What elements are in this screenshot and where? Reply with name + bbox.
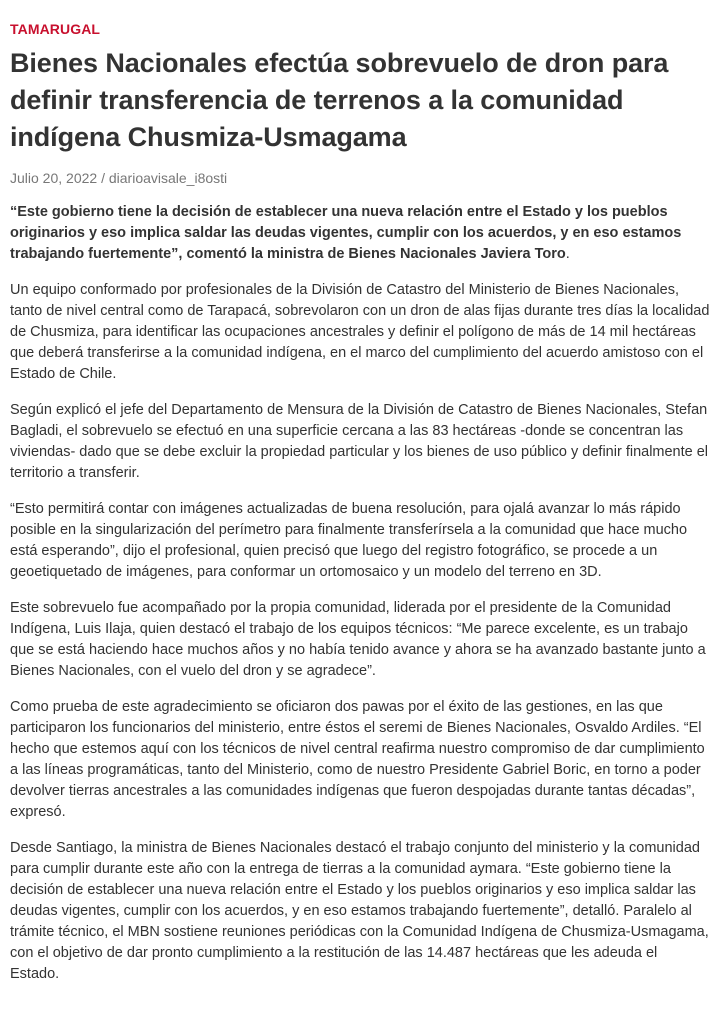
lead-paragraph xyxy=(10,202,710,265)
body-paragraph-5: Como prueba de este agradecimiento se oficiaron dos pawas por el éxito de las gestiones, en las que participaron los funcionarios del ministerio, entre éstos el seremi de Bienes Nacionales, Osvaldo Ardiles. “El hecho que estemos aquí con los técnicos de nivel central reafirma nuestro compromiso de dar cumplimiento a las líneas programáticas, tanto del Ministerio, como de nuestro Presidente Gabriel Boric, en torno a poder devolver tierras ancestrales a las comunidades indígenas que fueron despojadas durante tantas décadas”, expresó. xyxy=(10,699,705,820)
lead-quote: “Este gobierno tiene la decisión de establecer una nueva relación entre el Estado y los pueblos originarios y eso implica saldar las deudas vigentes, cumplir con los acuerdos, y en eso estamos trabajando fuertemente”, comentó la ministra de Bienes Nacionales Javiera Toro xyxy=(10,204,682,262)
lead-period: . xyxy=(565,246,570,262)
body-paragraph-4: Este sobrevuelo fue acompañado por la propia comunidad, liderada por el presidente de la Comunidad Indígena, Luis Ilaja, quien destacó el trabajo de los equipos técnicos: “Me parece excelente, es un trabajo que se está haciendo hace muchos años y no había tenido avance y ahora se ha avanzado bastante junto a Bienes Nacionales, con el vuelo del dron y se agradece”. xyxy=(10,600,706,679)
body-paragraph-6: Desde Santiago, la ministra de Bienes Nacionales destacó el trabajo conjunto del ministerio y la comunidad para cumplir durante este año con la entrega de tierras a la comunidad aymara. “Este gobierno tiene la decisión de establecer una nueva relación entre el Estado y los pueblos originarios y eso implica saldar las deudas vigentes, cumplir con los acuerdos, y en eso estamos trabajando fuertemente”, detalló. Paralelo al trámite técnico, el MBN sostiene reuniones periódicas con la Comunidad Indígena de Chusmiza-Usmagama, con el objetivo de dar pronto cumplimiento a la restitución de las 14.487 hectáreas que les adeuda el Estado. xyxy=(10,840,709,982)
article-meta xyxy=(10,169,710,187)
article-title: Bienes Nacionales efectúa sobrevuelo de dron para definir transferencia de terrenos a la comunidad indígena Chusmiza-Usmagama xyxy=(10,48,669,152)
category-link[interactable]: TAMARUGAL xyxy=(10,21,101,37)
meta-separator: / xyxy=(101,170,109,186)
body-paragraph-1: Un equipo conformado por profesionales de la División de Catastro del Ministerio de Bienes Nacionales, tanto de nivel central como de Tarapacá, sobrevolaron con un dron de alas fijas durante tres días la localidad de Chusmiza, para identificar las ocupaciones ancestrales y definir el polígono de más de 14 mil hectáreas que deberá transferirse a la comunidad indígena, en el marco del cumplimiento del acuerdo amistoso con el Estado de Chile. xyxy=(10,282,710,382)
article-date: Julio 20, 2022 xyxy=(10,170,98,186)
body-paragraph-2: Según explicó el jefe del Departamento de Mensura de la División de Catastro de Bienes Nacionales, Stefan Bagladi, el sobrevuelo se efectuó en una superficie cercana a las 83 hectáreas -donde se concentran las viviendas- dado que se debe excluir la propiedad particular y los bienes de uso público y definir finalmente el territorio a transferir. xyxy=(10,402,709,481)
body-paragraph-3: “Esto permitirá contar con imágenes actualizadas de buena resolución, para ojalá avanzar lo más rápido posible en la singularización del perímetro para finalmente transferírsela a la comunidad que hace mucho está esperando”, dijo el profesional, quien precisó que luego del registro fotográfico, se procede a un geoetiquetado de imágenes, para conformar un ortomosaico y un modelo del terreno en 3D. xyxy=(10,501,688,580)
author-link[interactable]: diarioavisale_i8osti xyxy=(108,170,228,186)
article-body xyxy=(10,202,710,985)
